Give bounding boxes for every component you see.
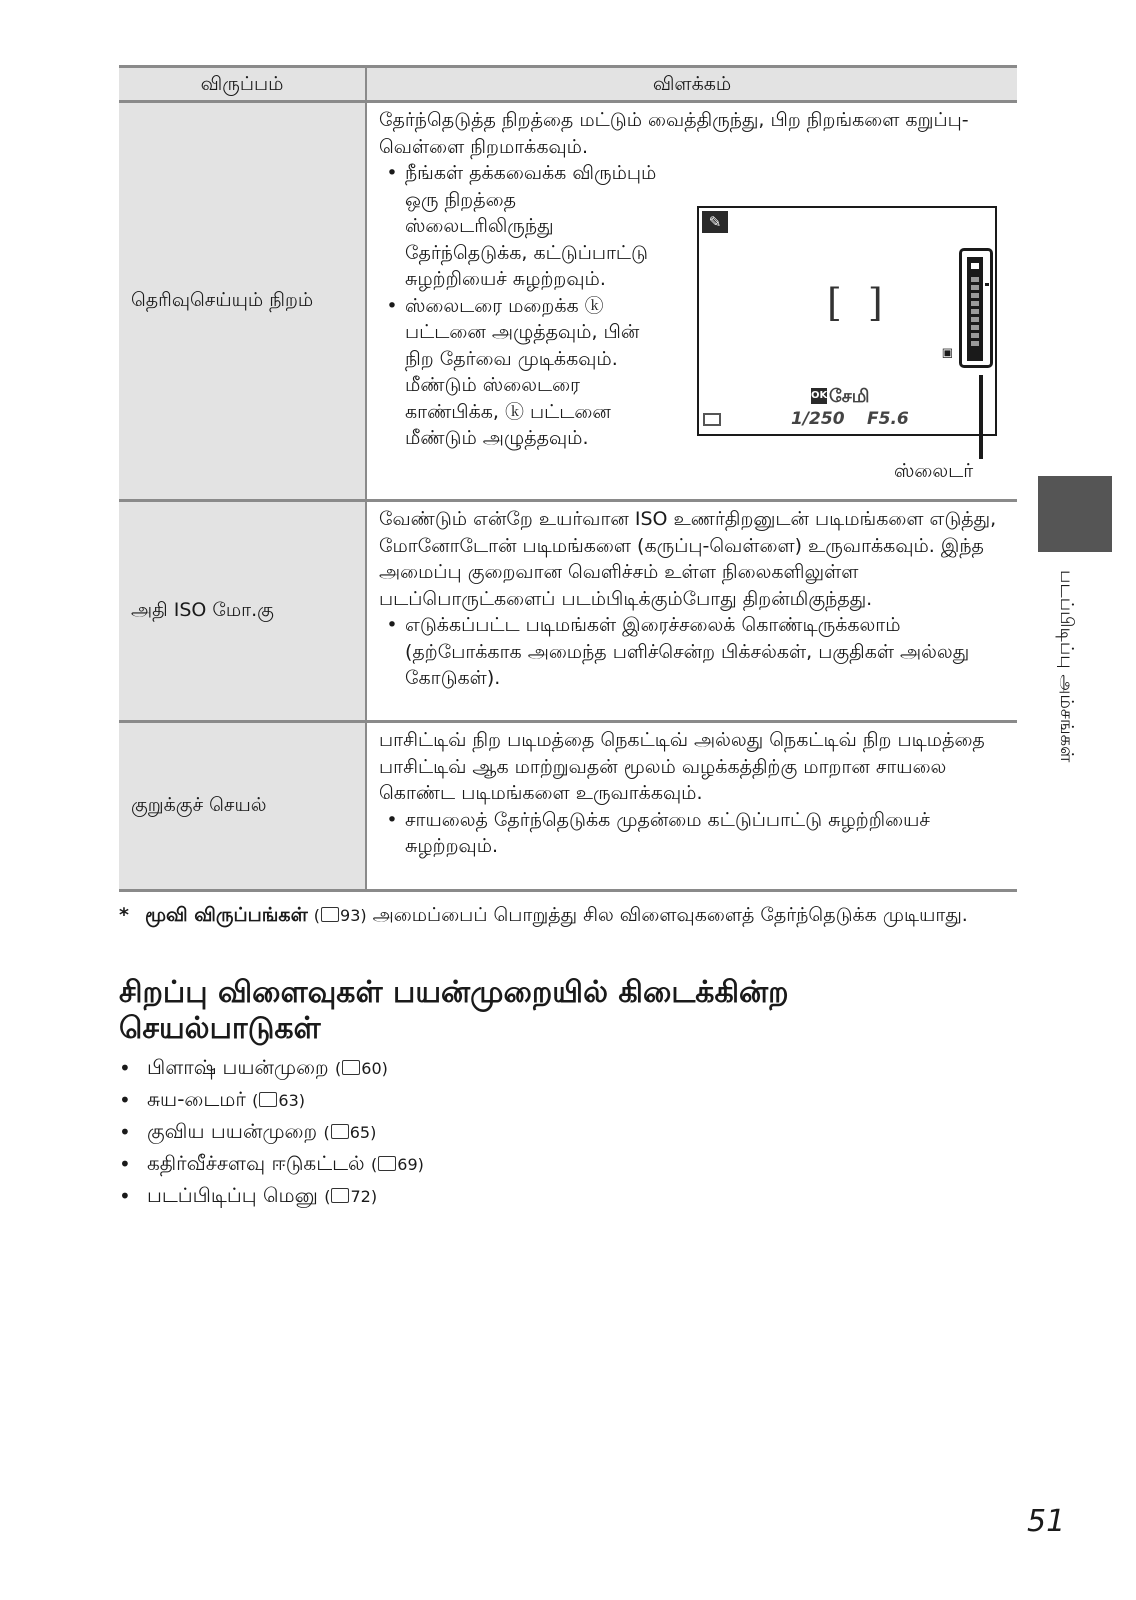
description-intro: தேர்ந்தெடுத்த நிறத்தை மட்டும் வைத்திருந்து, பிற நிறங்களை கறுப்பு-வெள்ளை நிறமாக்கவும். xyxy=(379,109,969,158)
page-ref-link[interactable]: 72 xyxy=(350,1186,371,1206)
list-item: • சாயலைத் தேர்ந்தெடுக்க முதன்மை கட்டுப்பாட்டு சுழற்றியைச் சுழற்றவும். xyxy=(386,808,930,857)
slider-top-icon xyxy=(971,263,979,269)
description-intro: பாசிட்டிவ் நிற படிமத்தை நெகட்டிவ் அல்லது நெகட்டிவ் நிற படிமத்தை பாசிட்டிவ் ஆக மாற்றுவதன் மூலம் வழக்கத்திற்கு மாறான சாயலை கொண்ட படிமங்களை உருவாக்கவும். xyxy=(379,729,985,804)
eyedropper-icon: ✎ xyxy=(702,211,728,233)
slider-indicator xyxy=(985,283,989,286)
af-area-brackets-icon: [] xyxy=(827,281,909,325)
page-number: 51 xyxy=(1027,1504,1066,1539)
list-item: • படப்பிடிப்பு மெனு ( 72) xyxy=(119,1182,378,1208)
list-item: • பிளாஷ் பயன்முறை ( 60) xyxy=(119,1054,388,1080)
aperture-value: F5.6 xyxy=(867,409,909,429)
table-row xyxy=(119,103,1017,502)
table-row xyxy=(119,723,1017,892)
book-icon xyxy=(259,1092,277,1107)
callout-line xyxy=(979,375,983,459)
slider-segment xyxy=(971,309,979,314)
option-description xyxy=(365,103,1015,499)
slider-segment xyxy=(971,317,979,322)
page-ref-link[interactable]: 63 xyxy=(278,1090,299,1110)
mode-icon: ▣ xyxy=(939,347,954,359)
slider-segment xyxy=(971,341,979,346)
footnote-text: அமைப்பைப் பொறுத்து சில விளைவுகளைத் தேர்ந்தெடுக்க முடியாது. xyxy=(372,904,968,926)
option-description xyxy=(365,723,1015,889)
slider-segment xyxy=(971,285,979,290)
slider-segment xyxy=(971,333,979,338)
battery-icon xyxy=(703,413,721,426)
book-icon xyxy=(331,1188,349,1203)
footnote: * மூவி விருப்பங்கள் ( 93) அமைப்பைப் பொறுத்து சில விளைவுகளைத் தேர்ந்தெடுக்க முடியாது. xyxy=(119,904,968,926)
slider-bar xyxy=(967,257,983,361)
save-label: சேமி xyxy=(829,386,870,407)
book-icon xyxy=(378,1156,396,1171)
section-heading: சிறப்பு விளைவுகள் பயன்முறையில் கிடைக்கின்ற செயல்பாடுகள் xyxy=(119,975,789,1046)
color-slider xyxy=(959,248,993,368)
table-header xyxy=(119,65,1017,103)
book-icon xyxy=(321,907,339,922)
chapter-label: படப்பிடிப்பு அம்சங்கள் xyxy=(1056,570,1077,763)
slider-segment xyxy=(971,301,979,306)
slider-segment xyxy=(971,325,979,330)
option-name: அதி ISO மோ.கு xyxy=(119,502,365,720)
camera-screen-illustration xyxy=(697,206,997,436)
option-description xyxy=(365,502,1015,720)
page-ref-link[interactable]: 69 xyxy=(397,1154,418,1174)
header-option: விருப்பம் xyxy=(200,73,284,95)
list-item: • சுய-டைமர் ( 63) xyxy=(119,1086,306,1112)
list-item: • எடுக்கப்பட்ட படிமங்கள் இரைச்சலைக் கொண்டிருக்கலாம் (தற்போக்காக அமைந்த பளிச்சென்ற பிக்சல்கள், பகுதிகள் அல்லது கோடுகள்). xyxy=(386,614,970,689)
table-row xyxy=(119,502,1017,723)
list-item: • நீங்கள் தக்கவைக்க விரும்பும் ஒரு நிறத்தை ஸ்லைடரிலிருந்து தேர்ந்தெடுக்க, கட்டுப்பாட்டு சுழற்றியைச் சுழற்றவும். xyxy=(386,162,657,290)
shutter-speed: 1/250 xyxy=(791,409,845,429)
page-ref-link[interactable]: 93 xyxy=(340,906,361,925)
option-name: தெரிவுசெய்யும் நிறம் xyxy=(119,103,365,499)
book-icon xyxy=(331,1124,349,1139)
list-item: • கதிர்வீச்சளவு ஈடுகட்டல் ( 69) xyxy=(119,1150,424,1176)
header-description: விளக்கம் xyxy=(365,68,1017,100)
slider-caption: ஸ்லைடர் xyxy=(894,460,974,482)
description-intro: வேண்டும் என்றே உயர்வான ISO உணர்திறனுடன் படிமங்களை எடுத்து, மோனோடோன் படிமங்களை (கருப்பு-வெள்ளை) உருவாக்கவும். இந்த அமைப்பு குறைவான வெளிச்சம் உள்ள நிலைகளிலுள்ள படப்பொருட்களைப் படம்பிடிக்கும்போது திறன்மிகுந்தது. xyxy=(379,508,997,610)
chapter-tab[interactable] xyxy=(1038,476,1112,552)
slider-segment xyxy=(971,293,979,298)
option-name: குறுக்குச் செயல் xyxy=(119,723,365,889)
slider-segment xyxy=(971,277,979,282)
ok-button-icon: OK xyxy=(811,388,827,404)
options-table xyxy=(119,65,1017,892)
book-icon xyxy=(342,1060,360,1075)
feature-list xyxy=(119,1052,424,1212)
list-item: • குவிய பயன்முறை ( 65) xyxy=(119,1118,377,1144)
footnote-menu-name: மூவி விருப்பங்கள் xyxy=(145,904,308,926)
list-item: • ஸ்லைடரை மறைக்க ⓚ பட்டனை அழுத்தவும், பின் நிற தேர்வை முடிக்கவும். மீண்டும் ஸ்லைடரை காண்பிக்க, ⓚ பட்டனை மீண்டும் அழுத்தவும். xyxy=(386,294,640,449)
page-ref-link[interactable]: 65 xyxy=(349,1122,371,1142)
page-ref-link[interactable]: 60 xyxy=(361,1058,382,1078)
